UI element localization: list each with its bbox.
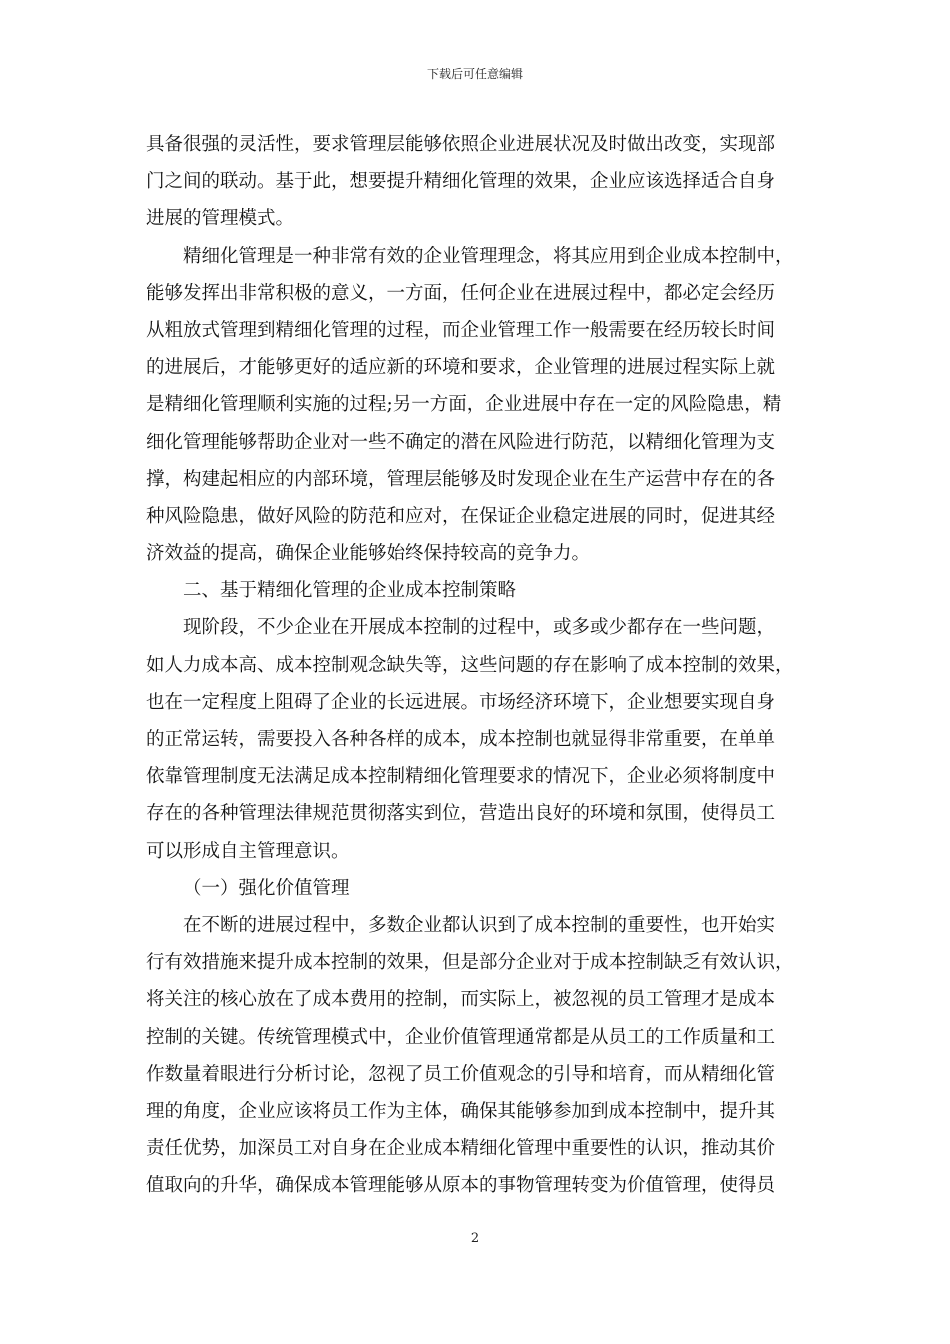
text-line: 撑，构建起相应的内部环境，管理层能够及时发现企业在生产运营中存在的各	[146, 468, 776, 490]
text-line: 控制的关键。传统管理模式中，企业价值管理通常都是从员工的工作质量和工	[146, 1026, 776, 1048]
text-line: 济效益的提高，确保企业能够始终保持较高的竞争力。	[146, 543, 591, 565]
text-line: 的进展后，才能够更好的适应新的环境和要求，企业管理的进展过程实际上就	[146, 357, 776, 379]
text-line: 作数量着眼进行分析讨论，忽视了员工价值观念的引导和培育，而从精细化管	[146, 1063, 776, 1085]
text-line: 细化管理能够帮助企业对一些不确定的潜在风险进行防范，以精细化管理为支	[146, 431, 776, 453]
section-heading: 二、基于精细化管理的企业成本控制策略	[183, 580, 517, 602]
subsection-heading: （一）强化价值管理	[183, 877, 350, 899]
text-line: 如人力成本高、成本控制观念缺失等，这些问题的存在影响了成本控制的效果，	[146, 654, 794, 676]
text-line: 行有效措施来提升成本控制的效果，但是部分企业对于成本控制缺乏有效认识，	[146, 952, 794, 974]
text-line: 进展的管理模式。	[146, 208, 295, 230]
text-line: 也在一定程度上阻碍了企业的长远进展。市场经济环境下，企业想要实现自身	[146, 691, 776, 713]
text-line: 值取向的升华，确保成本管理能够从原本的事物管理转变为价值管理，使得员	[146, 1175, 776, 1197]
text-line: 从粗放式管理到精细化管理的过程，而企业管理工作一般需要在经历较长时间	[146, 319, 776, 341]
paragraph-start-line: 精细化管理是一种非常有效的企业管理理念，将其应用到企业成本控制中，	[183, 245, 794, 267]
text-line: 将关注的核心放在了成本费用的控制，而实际上，被忽视的员工管理才是成本	[146, 989, 776, 1011]
paragraph-start-line: 现阶段，不少企业在开展成本控制的过程中，或多或少都存在一些问题，	[183, 617, 776, 639]
text-line: 责任优势，加深员工对自身在企业成本精细化管理中重要性的认识，推动其价	[146, 1138, 776, 1160]
page-number: 2	[470, 1231, 480, 1246]
text-line: 门之间的联动。基于此，想要提升精细化管理的效果，企业应该选择适合自身	[146, 171, 776, 193]
text-line: 是精细化管理顺利实施的过程;另一方面，企业进展中存在一定的风险隐患，精	[146, 394, 782, 416]
text-line: 可以形成自主管理意识。	[146, 840, 350, 862]
page-header: 下载后可任意编辑	[426, 67, 523, 81]
paragraph-start-line: 在不断的进展过程中，多数企业都认识到了成本控制的重要性，也开始实	[183, 914, 776, 936]
document-body	[146, 126, 806, 1204]
text-line: 依靠管理制度无法满足成本控制精细化管理要求的情况下，企业必须将制度中	[146, 766, 776, 788]
text-line: 理的角度，企业应该将员工作为主体，确保其能够参加到成本控制中，提升其	[146, 1100, 776, 1122]
text-line: 种风险隐患，做好风险的防范和应对，在保证企业稳定进展的同时，促进其经	[146, 505, 776, 527]
text-line: 具备很强的灵活性，要求管理层能够依照企业进展状况及时做出改变，实现部	[146, 134, 776, 155]
text-line: 存在的各种管理法律规范贯彻落实到位，营造出良好的环境和氛围，使得员工	[146, 803, 776, 825]
text-line: 的正常运转，需要投入各种各样的成本，成本控制也就显得非常重要，在单单	[146, 729, 776, 750]
text-line: 能够发挥出非常积极的意义，一方面，任何企业在进展过程中，都必定会经历	[146, 282, 776, 304]
